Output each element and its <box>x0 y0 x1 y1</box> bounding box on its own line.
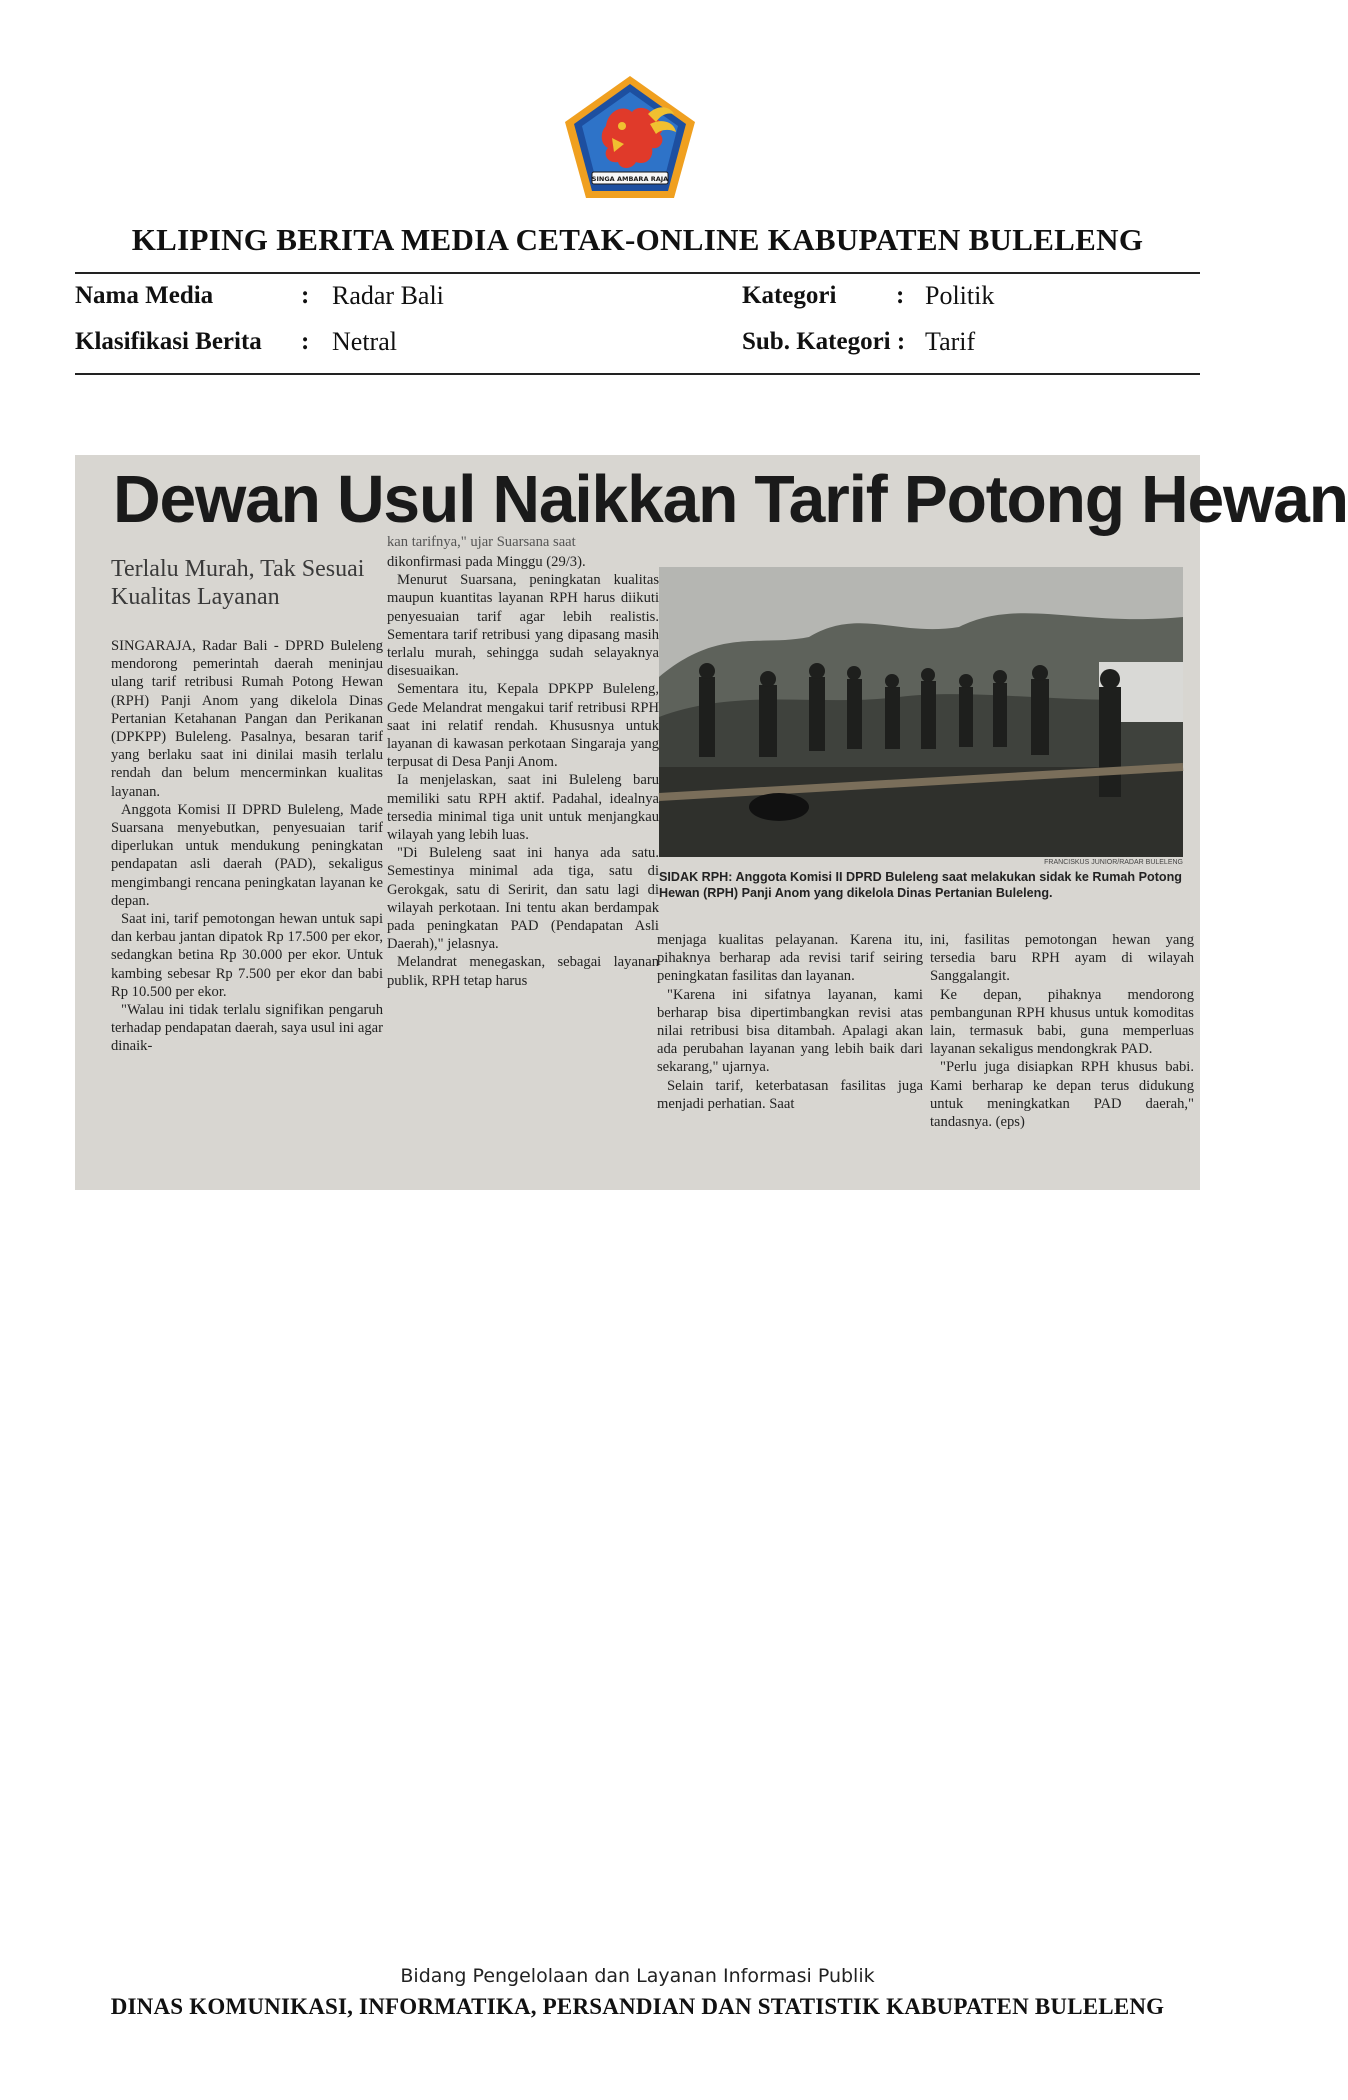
paragraph: Ia menjelaskan, saat ini Buleleng baru memiliki satu RPH aktif. Padahal, idealnya tersedia minimal tiga unit untuk menjangkau wilayah yang lebih luas. <box>387 772 659 844</box>
article-column-4 <box>930 931 1194 1131</box>
media-label: Nama Media <box>75 282 214 309</box>
paragraph: Menurut Suarsana, peningkatan kualitas maupun kuantitas layanan RPH harus diikuti penyesuaian tarif agar lebih realistis. Sementara tarif retribusi yang dipasang masih terlalu murah, sehingga sudah selayaknya disesuaikan. <box>387 572 659 680</box>
article-column-3 <box>657 931 923 1113</box>
paragraph: "Karena ini sifatnya layanan, kami berharap bisa dipertimbangkan revisi atas nilai retribusi bisa ditambah. Apalagi akan ada perubahan layanan yang lebih baik dari sekarang," ujarnya. <box>657 986 923 1076</box>
klasifikasi-value: Netral <box>332 327 397 356</box>
klasifikasi-label: Klasifikasi Berita <box>75 328 262 355</box>
kabupaten-buleleng-emblem-icon <box>562 74 698 202</box>
klasifikasi-colon: : <box>301 328 310 355</box>
paragraph: Anggota Komisi II DPRD Buleleng, Made Suarsana menyebutkan, penyesuaian tarif diperlukan untuk mendukung peningkatan pendapatan asli daerah (PAD), sekaligus mengimbangi rencana peningkatan layanan ke depan. <box>111 801 383 909</box>
article-column-1 <box>111 637 383 1056</box>
paragraph: SINGARAJA, Radar Bali - DPRD Buleleng mendorong pemerintah daerah meninjau ulang tarif retribusi Rumah Potong Hewan (RPH) Panji Anom yang dikelola Dinas Pertanian Ketahanan Pangan dan Perikanan (DPKPP) Buleleng. Pasalnya, besaran tarif yang berlaku saat ini dinilai masih terlalu rendah dan belum mencerminkan kualitas layanan. <box>111 638 383 800</box>
document-title: KLIPING BERITA MEDIA CETAK-ONLINE KABUPATEN BULELENG <box>131 222 1144 257</box>
paragraph: Ke depan, pihaknya mendorong pembangunan RPH khusus untuk komoditas lain, termasuk babi, guna memperluas layanan sekaligus mendongkrak PAD. <box>930 986 1194 1058</box>
article-headline: Dewan Usul Naikkan Tarif Potong Hewan <box>113 462 1348 537</box>
cut-off-line: kan tarifnya," ujar Suarsana saat <box>387 534 576 550</box>
top-divider <box>75 272 1200 274</box>
article-photo <box>659 567 1183 857</box>
paragraph: Saat ini, tarif pemotongan hewan untuk sapi dan kerbau jantan dipatok Rp 17.500 per ekor, sedangkan betina Rp 30.000 per ekor. Untuk kambing sebesar Rp 7.500 per ekor dan babi Rp 10.500 per ekor. <box>111 911 383 1000</box>
footer-division: Bidang Pengelolaan dan Layanan Informasi Publik <box>400 1965 875 1987</box>
paragraph: ini, fasilitas pemotongan hewan yang tersedia baru RPH ayam di wilayah Sanggalangit. <box>930 932 1194 985</box>
media-value: Radar Bali <box>332 281 444 310</box>
sub-kategori-value: Tarif <box>925 327 976 356</box>
paragraph: menjaga kualitas pelayanan. Karena itu, pihaknya berharap ada revisi tarif seiring peningkatan fasilitas dan layanan. <box>657 932 923 985</box>
sub-kategori-label: Sub. Kategori : <box>742 328 906 355</box>
media-colon: : <box>301 282 310 309</box>
paragraph: "Di Buleleng saat ini hanya ada satu. Semestinya minimal ada tiga, satu di Gerokgak, satu di Seririt, dan satu lagi di wilayah perkotaan. Ini tentu akan berdampak pada peningkatan PAD (Pendapatan Asli Daerah)," jelasnya. <box>387 845 659 953</box>
paragraph: Melandrat menegaskan, sebagai layanan publik, RPH tetap harus <box>387 954 659 989</box>
news-clipping <box>75 455 1348 1190</box>
paragraph: "Perlu juga disiapkan RPH khusus babi. Kami berharap ke depan terus didukung untuk meningkatkan PAD daerah," tandasnya. (eps) <box>930 1059 1194 1131</box>
article-subhead: Terlalu Murah, Tak Sesuai Kualitas Layanan <box>111 556 365 610</box>
kategori-label: Kategori <box>742 282 837 309</box>
photo-caption: SIDAK RPH: Anggota Komisi II DPRD Buleleng saat melakukan sidak ke Rumah Potong Hewan (RPH) Panji Anom yang dikelola Dinas Pertanian Buleleng. <box>659 870 1182 900</box>
article-column-2 <box>387 553 659 990</box>
kategori-value: Politik <box>925 281 995 310</box>
paragraph: dikonfirmasi pada Minggu (29/3). <box>387 554 586 570</box>
kategori-colon: : <box>896 282 905 309</box>
paragraph: Sementara itu, Kepala DPKPP Buleleng, Gede Melandrat mengakui tarif retribusi RPH saat ini relatif rendah. Khususnya untuk layanan di kawasan perkotaan Singaraja yang terpusat di Desa Panji Anom. <box>387 681 659 771</box>
paragraph: "Walau ini tidak terlalu signifikan pengaruh terhadap pendapatan daerah, saya usul ini agar dinaik- <box>111 1002 383 1055</box>
paragraph: Selain tarif, keterbatasan fasilitas juga menjadi perhatian. Saat <box>657 1077 923 1112</box>
footer-agency: DINAS KOMUNIKASI, INFORMATIKA, PERSANDIAN DAN STATISTIK KABUPATEN BULELENG <box>110 1994 1165 2019</box>
logo-text: SINGA AMBARA RAJA <box>591 175 669 183</box>
photo-credit: FRANCISKUS JUNIOR/RADAR BULELENG <box>1044 859 1183 866</box>
bottom-divider <box>75 373 1200 375</box>
